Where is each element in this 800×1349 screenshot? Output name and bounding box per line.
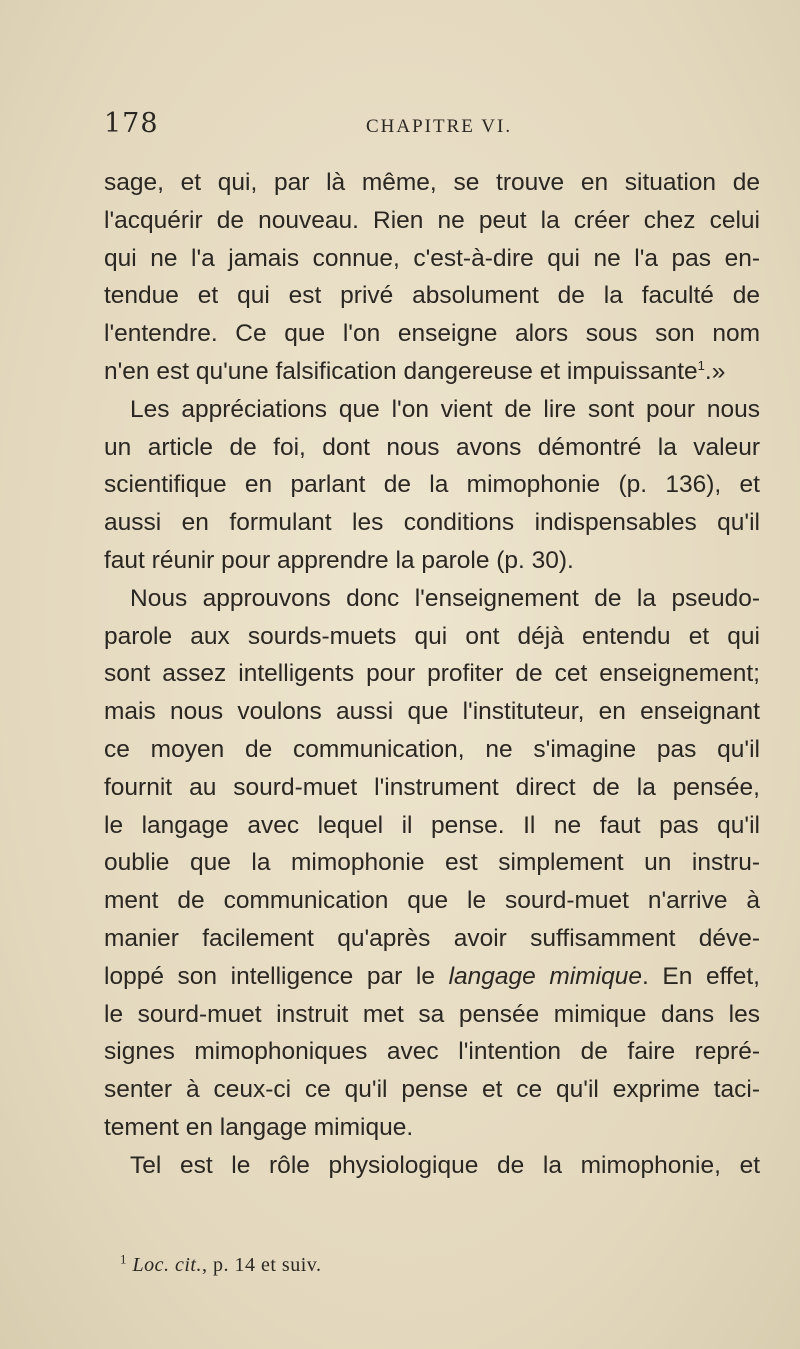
text-line: faut réunir pour apprendre la parole (p. 30). [104,546,574,574]
text-line: l'acquérir de nouveau. Rien ne peut la créer chez celui [104,206,760,234]
text-line: ce moyen de communication, ne s'imagine pas qu'il [104,735,760,763]
footnote-text: , p. 14 et suiv. [202,1254,322,1276]
text-line [104,958,760,996]
page-header [104,108,760,148]
italic-phrase: langage mimique [448,962,642,990]
text-line: le langage avec lequel il pense. Il ne faut pas qu'il [104,811,760,839]
footnote-marker: 1 [120,1251,127,1267]
text-line: mais nous voulons aussi que l'instituteur, en enseignant [104,698,760,726]
text-line: Tel est le rôle physiologique de la mimophonie, et [130,1151,760,1179]
text-line: aussi en formulant les conditions indispensables qu'il [104,509,760,537]
text-line: fournit au sourd-muet l'instrument direct de la pensée, [104,773,760,801]
text-line: scientifique en parlant de la mimophonie (p. 136), et [104,471,760,499]
text-line: oublie que la mimophonie est simplement un instru- [104,849,760,877]
text-line: l'entendre. Ce que l'on enseigne alors sous son nom [104,320,760,348]
text-fragment: loppé son intelligence par le [104,962,435,990]
text-line [104,353,760,391]
text-line: ment de communication que le sourd-muet n'arrive à [104,887,760,915]
text-fragment: . En effet, [641,962,760,990]
text-line: signes mimophoniques avec l'intention de faire repré- [104,1038,760,1066]
text-line: manier facilement qu'après avoir suffisamment déve- [104,924,760,952]
text-line: tendue et qui est privé absolument de la faculté de [104,282,760,310]
footnote [120,1251,322,1277]
text-line: tement en langage mimique. [104,1113,414,1141]
text-line: senter à ceux-ci ce qu'il pense et ce qu'il exprime taci- [104,1076,760,1104]
text-line: sont assez intelligents pour profiter de cet enseignement; [104,660,760,688]
footnote-reference: 1 [697,357,705,373]
text-line: sage, et qui, par là même, se trouve en situation de [104,169,760,196]
text-line: un article de foi, dont nous avons démontré la valeur [104,433,760,461]
text-line: parole aux sourds-muets qui ont déjà entendu et qui [104,622,760,650]
text-line: Nous approuvons donc l'enseignement de la pseudo- [130,584,760,612]
running-head: CHAPITRE VI. [366,116,513,137]
text-line: Les appréciations que l'on vient de lire sont pour nous [130,395,760,423]
footnote-source: Loc. cit. [132,1254,202,1276]
body-text [104,164,760,1185]
page-number: 178 [104,108,159,139]
text-fragment: n'en est qu'une falsification dangereuse et impuissante [104,357,698,385]
text-line: le sourd-muet instruit met sa pensée mimique dans les [104,1000,760,1028]
quote-close: .» [704,357,726,385]
text-line: qui ne l'a jamais connue, c'est-à-dire qui ne l'a pas en- [104,244,760,272]
